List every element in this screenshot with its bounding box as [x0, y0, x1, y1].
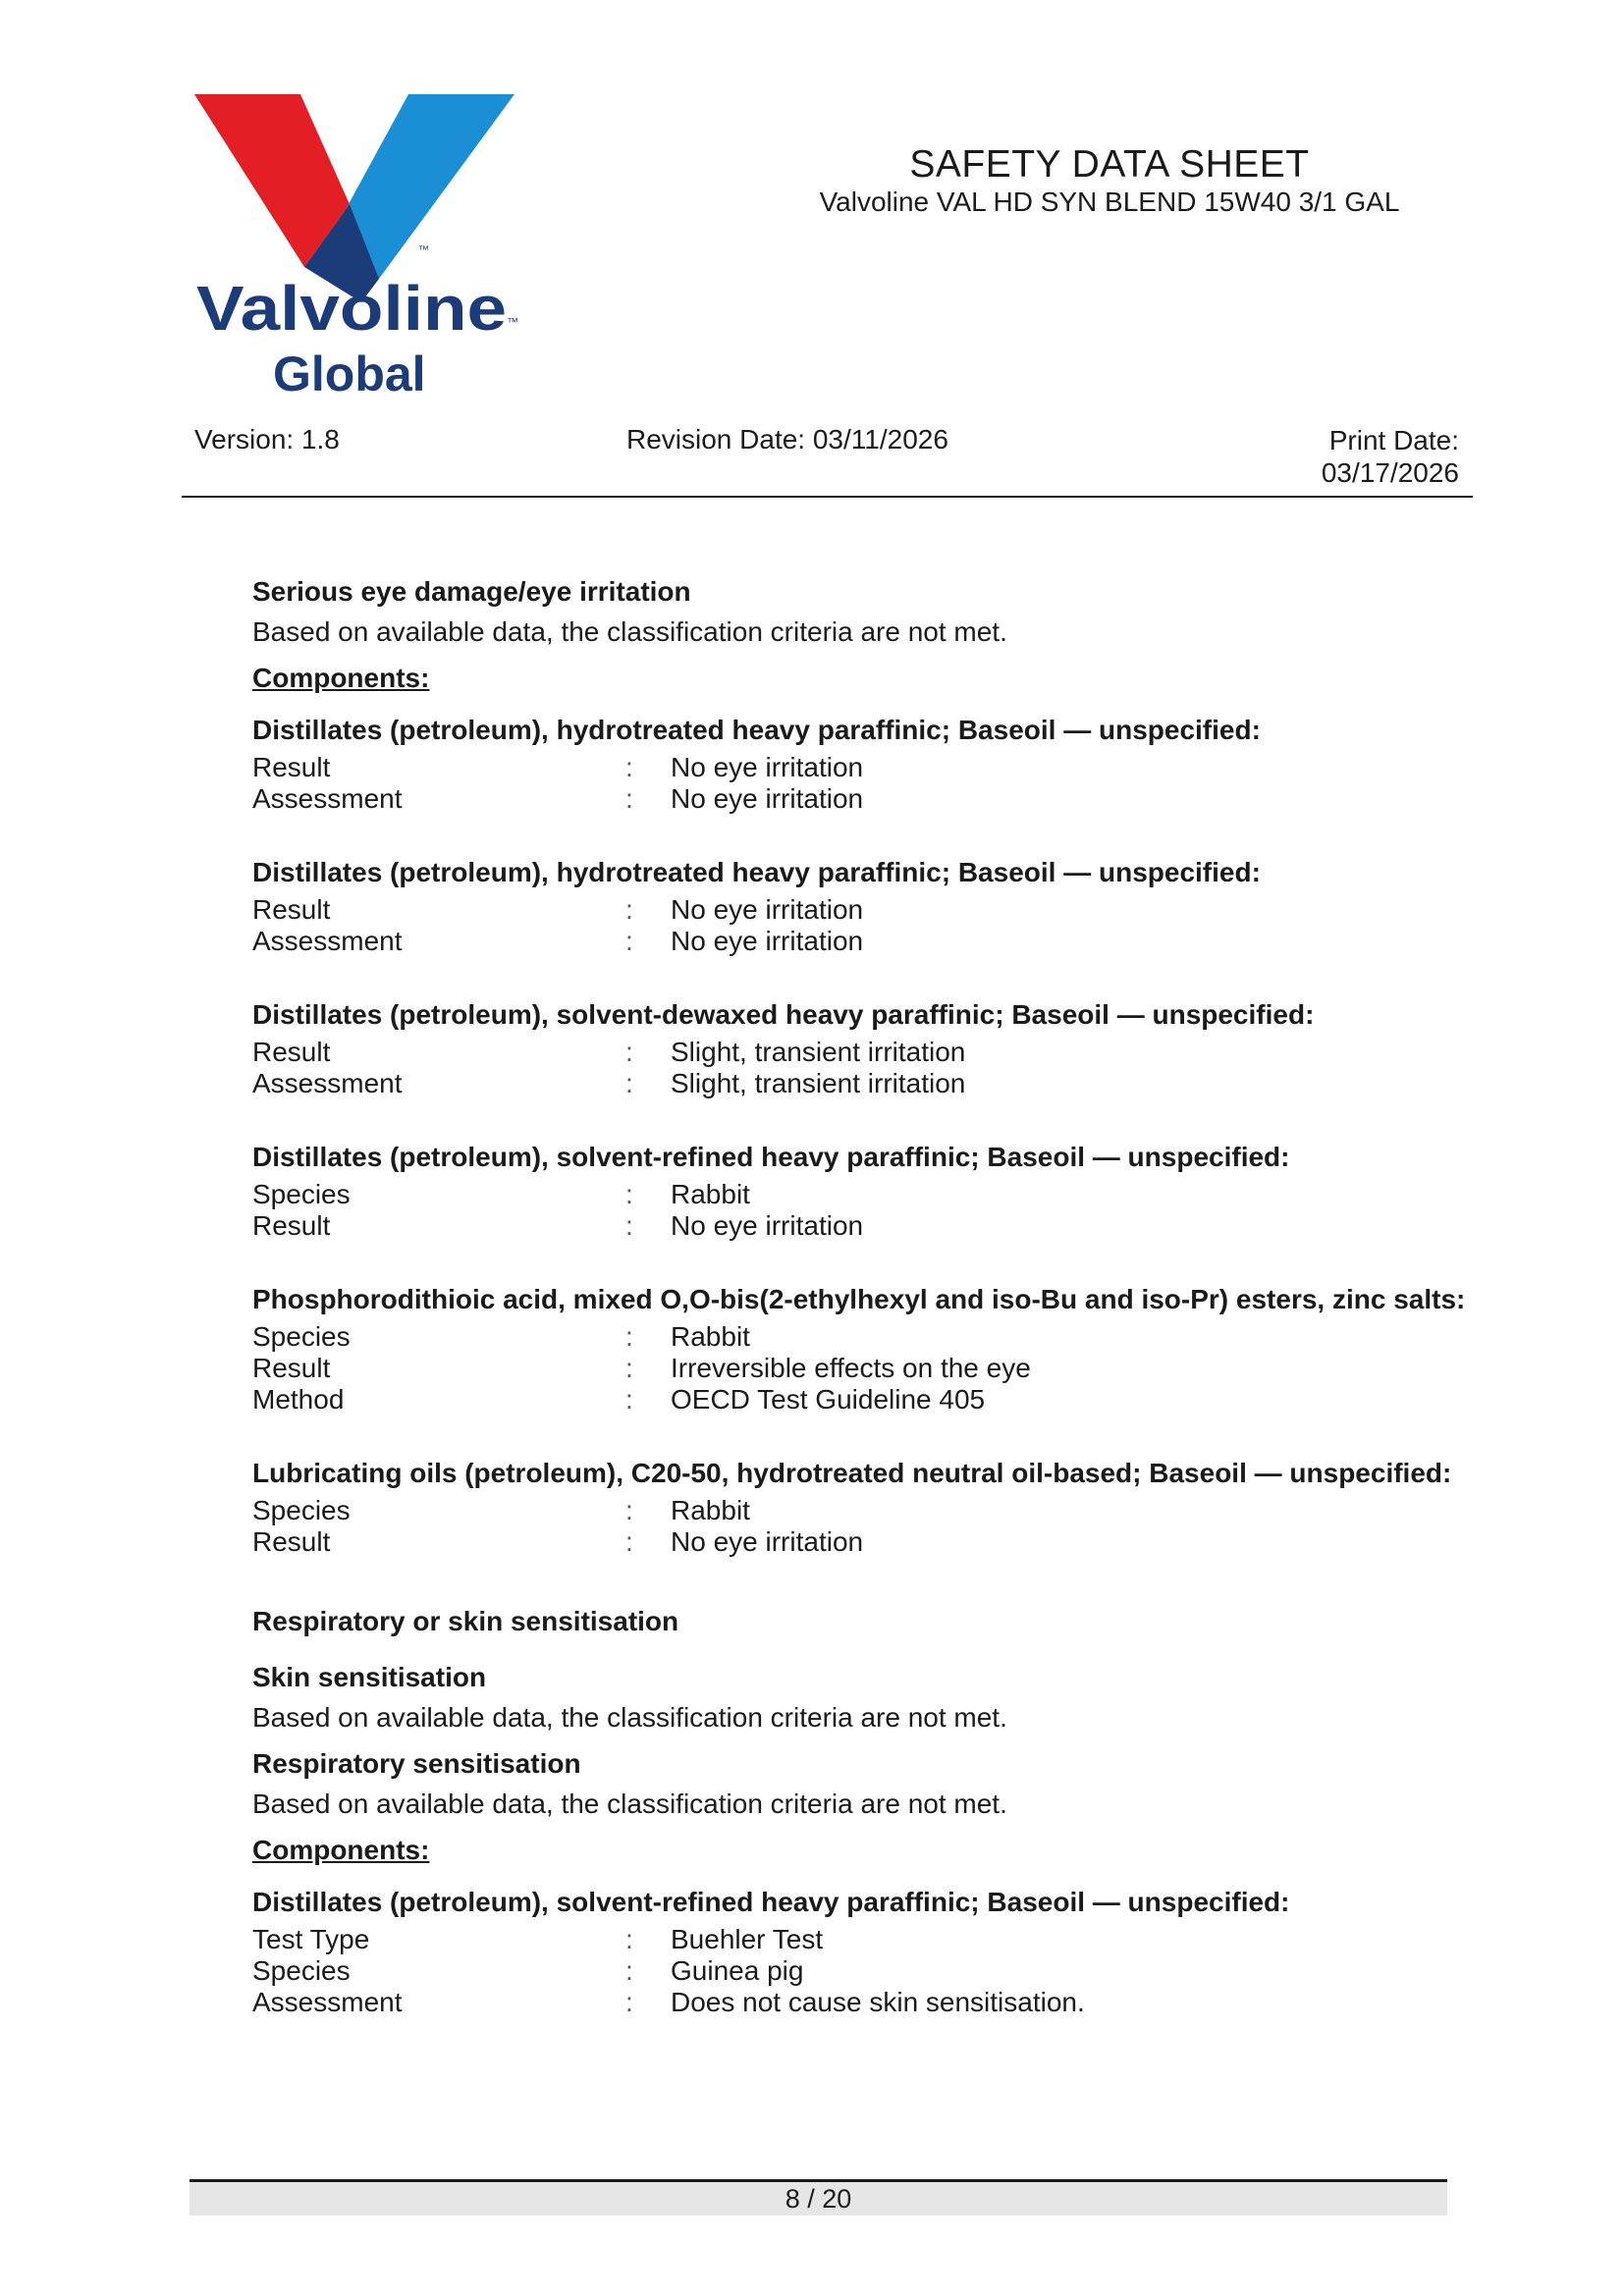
property-value: No eye irritation [671, 1526, 864, 1557]
property-row [252, 1955, 1470, 1987]
property-row [252, 894, 1470, 926]
property-colon: : [625, 1495, 633, 1525]
property-value: OECD Test Guideline 405 [671, 1384, 986, 1415]
property-value: Slight, transient irritation [671, 1068, 966, 1098]
property-label: Assessment [252, 783, 403, 814]
component-name: Distillates (petroleum), hydrotreated heavy paraffinic; Baseoil — unspecified: [252, 715, 1261, 745]
property-row [252, 783, 1470, 815]
property-colon: : [625, 1179, 633, 1209]
property-label: Result [252, 752, 331, 782]
eye-heading: Serious eye damage/eye irritation [252, 576, 691, 607]
property-row [252, 1495, 1470, 1526]
component-name: Phosphorodithioic acid, mixed O,O-bis(2-ethylhexyl and iso-Bu and iso-Pr) esters, zinc salts: [252, 1284, 1466, 1314]
logo-tm-top: ™ [418, 244, 429, 256]
property-colon: : [625, 1955, 633, 1986]
property-row [252, 1037, 1470, 1068]
property-row [252, 1179, 1470, 1210]
property-value: No eye irritation [671, 894, 864, 925]
print-date-label: Print Date: [1328, 425, 1459, 455]
component-block [252, 1457, 1470, 1558]
logo-subtext: Global [273, 347, 426, 399]
component-name: Distillates (petroleum), solvent-refined heavy paraffinic; Baseoil — unspecified: [252, 1887, 1290, 1917]
sensitisation-heading: Respiratory or skin sensitisation [252, 1606, 679, 1636]
property-value: Guinea pig [671, 1955, 804, 1986]
valvoline-logo [194, 94, 528, 399]
property-colon: : [625, 1924, 633, 1954]
property-value: No eye irritation [671, 926, 864, 956]
revision-date: Revision Date: 03/11/2026 [626, 424, 948, 454]
skin-sensitisation-text: Based on available data, the classification criteria are not met. [252, 1702, 1007, 1733]
property-row [252, 926, 1470, 957]
property-colon: : [625, 1353, 633, 1383]
component-properties [252, 894, 1470, 957]
page-content [252, 575, 1470, 2018]
property-row [252, 1987, 1470, 2018]
property-label: Species [252, 1955, 351, 1986]
property-colon: : [625, 894, 633, 925]
component-block [252, 714, 1470, 815]
document-title: SAFETY DATA SHEET [909, 143, 1310, 186]
property-colon: : [625, 1037, 633, 1067]
page-number: 8 / 20 [189, 2182, 1447, 2216]
property-label: Result [252, 1526, 331, 1557]
component-properties [252, 1179, 1470, 1242]
skin-sensitisation-heading: Skin sensitisation [252, 1662, 487, 1692]
property-label: Species [252, 1495, 351, 1525]
component-name: Lubricating oils (petroleum), C20-50, hydrotreated neutral oil-based; Baseoil — unspecified: [252, 1458, 1452, 1488]
eye-components-label: Components: [252, 663, 430, 693]
property-colon: : [625, 1068, 633, 1098]
property-row [252, 1210, 1470, 1242]
component-name: Distillates (petroleum), solvent-refined heavy paraffinic; Baseoil — unspecified: [252, 1142, 1290, 1172]
component-block [252, 1141, 1470, 1242]
property-value: No eye irritation [671, 1210, 864, 1241]
property-label: Method [252, 1384, 345, 1415]
component-properties [252, 1924, 1470, 2018]
component-block [252, 1283, 1470, 1415]
property-colon: : [625, 1526, 633, 1557]
print-date-value: 03/17/2026 [1321, 457, 1459, 488]
property-value: Rabbit [671, 1321, 750, 1352]
respiratory-sensitisation-heading: Respiratory sensitisation [252, 1748, 581, 1779]
product-name: Valvoline VAL HD SYN BLEND 15W40 3/1 GAL [819, 187, 1400, 217]
property-row [252, 1353, 1470, 1384]
component-block [252, 998, 1470, 1099]
component-properties [252, 1321, 1470, 1415]
eye-components-list [252, 714, 1470, 1558]
property-row [252, 752, 1470, 783]
version: Version: 1.8 [194, 424, 340, 454]
print-date [1322, 424, 1459, 489]
component-properties [252, 1495, 1470, 1558]
logo-tm: ™ [507, 315, 518, 329]
component-name: Distillates (petroleum), hydrotreated heavy paraffinic; Baseoil — unspecified: [252, 857, 1261, 887]
sens-components-list [252, 1886, 1470, 2018]
property-colon: : [625, 926, 633, 956]
logo-wordmark: Valvoline [196, 273, 507, 344]
property-value: Does not cause skin sensitisation. [671, 1987, 1085, 2017]
property-label: Assessment [252, 926, 403, 956]
property-label: Test Type [252, 1924, 370, 1954]
property-colon: : [625, 1987, 633, 2017]
property-value: No eye irritation [671, 783, 864, 814]
property-row [252, 1526, 1470, 1558]
property-value: Rabbit [671, 1495, 750, 1525]
property-row [252, 1384, 1470, 1415]
property-value: Slight, transient irritation [671, 1037, 966, 1067]
respiratory-sensitisation-text: Based on available data, the classification criteria are not met. [252, 1789, 1007, 1819]
property-label: Result [252, 1210, 331, 1241]
property-value: Irreversible effects on the eye [671, 1353, 1031, 1383]
property-colon: : [625, 752, 633, 782]
component-block [252, 1886, 1470, 2018]
property-value: Rabbit [671, 1179, 750, 1209]
component-properties [252, 752, 1470, 815]
property-colon: : [625, 783, 633, 814]
property-colon: : [625, 1384, 633, 1415]
property-label: Assessment [252, 1987, 403, 2017]
property-value: No eye irritation [671, 752, 864, 782]
property-label: Species [252, 1321, 351, 1352]
property-row [252, 1924, 1470, 1955]
property-label: Result [252, 1037, 331, 1067]
component-name: Distillates (petroleum), solvent-dewaxed heavy paraffinic; Baseoil — unspecified: [252, 999, 1315, 1030]
property-row [252, 1068, 1470, 1099]
property-label: Result [252, 1353, 331, 1383]
property-row [252, 1321, 1470, 1353]
property-label: Assessment [252, 1068, 403, 1098]
property-label: Species [252, 1179, 351, 1209]
header-divider [182, 496, 1473, 498]
property-value: Buehler Test [671, 1924, 824, 1954]
component-block [252, 856, 1470, 957]
property-colon: : [625, 1321, 633, 1352]
eye-text: Based on available data, the classification criteria are not met. [252, 616, 1007, 647]
component-properties [252, 1037, 1470, 1099]
property-label: Result [252, 894, 331, 925]
sens-components-label: Components: [252, 1835, 430, 1865]
property-colon: : [625, 1210, 633, 1241]
